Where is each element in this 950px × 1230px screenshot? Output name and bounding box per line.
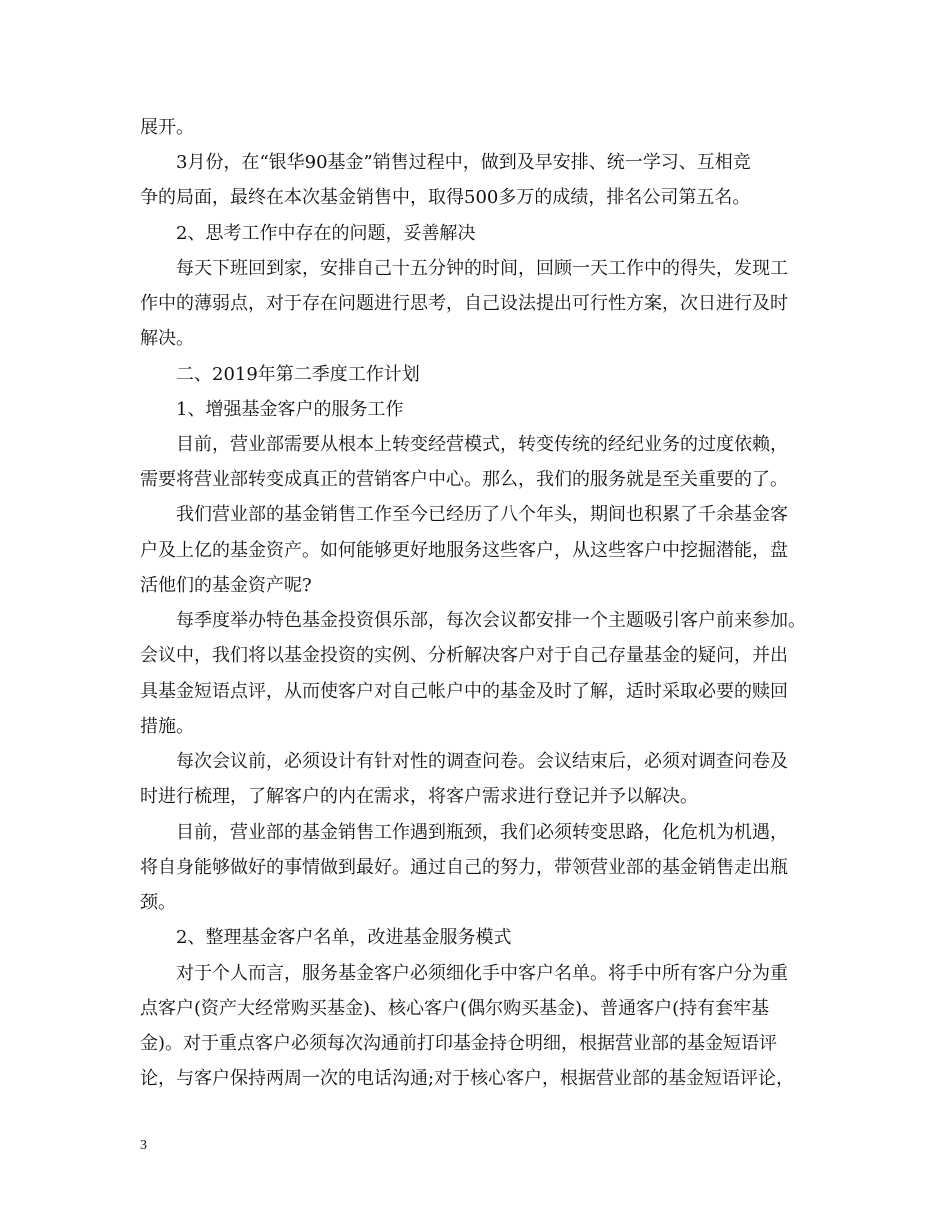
section-heading: 二、2019年第二季度工作计划	[176, 364, 420, 385]
text-line: 目前，营业部的基金销售工作遇到瓶颈，我们必须转变思路，化危机为机遇，	[176, 822, 788, 843]
text-line: 每季度举办特色基金投资俱乐部，每次会议都安排一个主题吸引客户前来参加。	[176, 610, 806, 631]
section-heading: 2、整理基金客户名单，改进基金服务模式	[176, 927, 512, 948]
section-heading: 1、增强基金客户的服务工作	[176, 399, 404, 420]
text-line: 论，与客户保持两周一次的电话沟通;对于核心客户，根据营业部的基金短语评论，	[140, 1068, 795, 1089]
text-line: 作中的薄弱点，对于存在问题进行思考，自己设法提出可行性方案，次日进行及时	[140, 293, 788, 314]
text-line: 户及上亿的基金资产。如何能够更好地服务这些客户，从这些客户中挖掘潜能，盘	[140, 540, 788, 561]
text-line: 3月份，在“银华90基金”销售过程中，做到及早安排、统一学习、互相竞	[176, 152, 751, 173]
text-line: 具基金短语点评，从而使客户对自己帐户中的基金及时了解，适时采取必要的赎回	[140, 681, 788, 702]
text-line: 对于个人而言，服务基金客户必须细化手中客户名单。将手中所有客户分为重	[176, 963, 788, 984]
page-number: 3	[140, 1138, 147, 1153]
text-line: 金)。对于重点客户必须每次沟通前打印基金持仓明细，根据营业部的基金短语评	[140, 1033, 778, 1054]
text-line: 措施。	[140, 716, 194, 737]
text-line: 解决。	[140, 328, 194, 349]
text-line: 争的局面，最终在本次基金销售中，取得500多万的成绩，排名公司第五名。	[140, 187, 751, 208]
text-line: 展开。	[140, 117, 194, 138]
text-line: 活他们的基金资产呢?	[140, 575, 312, 596]
text-line: 我们营业部的基金销售工作至今已经历了八个年头，期间也积累了千余基金客	[176, 504, 788, 525]
text-line: 点客户(资产大经常购买基金)、核心客户(偶尔购买基金)、普通客户(持有套牢基	[140, 998, 770, 1019]
text-line: 会议中，我们将以基金投资的实例、分析解决客户对于自己存量基金的疑问，并出	[140, 645, 788, 666]
text-line: 需要将营业部转变成真正的营销客户中心。那么，我们的服务就是至关重要的了。	[140, 469, 788, 490]
text-line: 时进行梳理，了解客户的内在需求，将客户需求进行登记并予以解决。	[140, 786, 698, 807]
section-heading: 2、思考工作中存在的问题，妥善解决	[176, 223, 476, 244]
text-line: 颈。	[140, 892, 176, 913]
text-line: 每次会议前，必须设计有针对性的调查问卷。会议结束后，必须对调查问卷及	[176, 751, 788, 772]
text-line: 将自身能够做好的事情做到最好。通过自己的努力，带领营业部的基金销售走出瓶	[140, 857, 788, 878]
text-line: 每天下班回到家，安排自己十五分钟的时间，回顾一天工作中的得失，发现工	[176, 258, 788, 279]
text-line: 目前，营业部需要从根本上转变经营模式，转变传统的经纪业务的过度依赖，	[176, 434, 788, 455]
